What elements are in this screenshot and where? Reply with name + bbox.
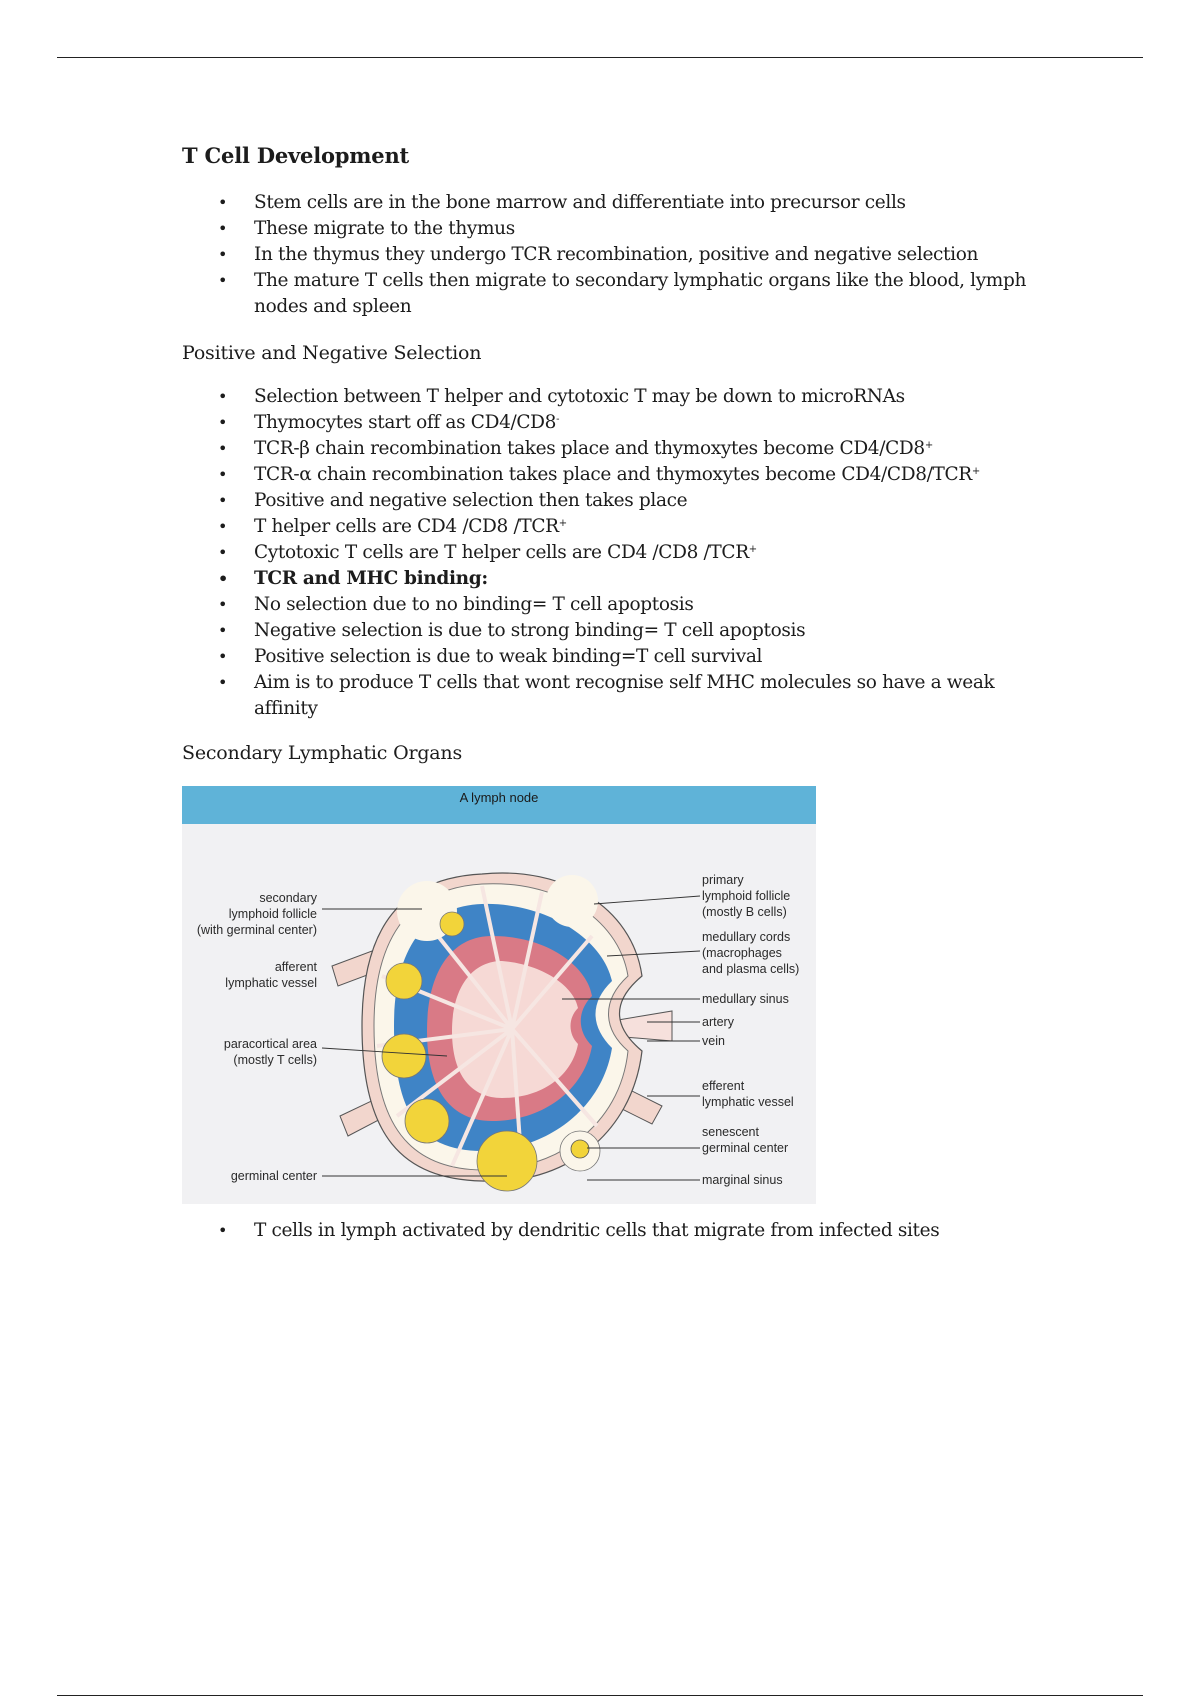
svg-text:lymphoid follicle: lymphoid follicle [702,889,791,903]
svg-text:(mostly B cells): (mostly B cells) [702,905,787,919]
t-cell-development-list [182,190,1062,320]
right-labels [702,873,799,1187]
bullet-icon: • [218,193,228,212]
lymph-node-diagram [182,786,816,1204]
bullet-icon: • [218,219,228,238]
bullet-icon: • [218,621,228,640]
bullet-icon: • [218,491,228,510]
list-item: • Negative selection is due to strong binding= T cell apoptosis [182,618,1062,644]
svg-text:marginal sinus: marginal sinus [702,1173,783,1187]
svg-text:germinal center: germinal center [702,1141,789,1155]
bullet-icon: • [218,647,228,666]
svg-text:vein: vein [702,1034,725,1048]
bullet-icon: • [218,387,228,406]
svg-text:lymphatic vessel: lymphatic vessel [225,976,317,990]
section-title-secondary-lymphatic-organs: Secondary Lymphatic Organs [182,742,463,764]
germinal-center-4 [477,1131,537,1191]
list-item: • TCR and MHC binding: [182,566,1062,592]
document-body [182,143,1062,1244]
germinal-center-2 [382,1034,426,1078]
svg-text:germinal center: germinal center [230,1169,317,1183]
svg-text:medullary sinus: medullary sinus [702,992,789,1006]
svg-text:primary: primary [702,873,744,887]
list-item: • In the thymus they undergo TCR recombination, positive and negative selection [182,242,1062,268]
svg-text:(with germinal center): (with germinal center) [196,923,317,937]
bullet-icon: • [218,271,228,290]
list-item: • Cytotoxic T cells are T helper cells are CD4 /CD8 /TCR+ [182,540,1062,566]
bullet-icon: • [218,517,228,536]
secondary-organs-list [182,1218,1062,1244]
svg-text:paracortical area: paracortical area [223,1037,317,1051]
primary-follicle [546,875,598,927]
svg-text:medullary cords: medullary cords [702,930,791,944]
top-rule [57,57,1143,58]
germinal-center-1 [386,963,422,999]
germinal-center-3 [405,1099,449,1143]
svg-text:artery: artery [702,1015,734,1029]
svg-text:lymphatic vessel: lymphatic vessel [702,1095,794,1109]
list-item: • These migrate to the thymus [182,216,1062,242]
bullet-icon: • [218,245,228,264]
left-labels [197,891,318,1183]
svg-text:(macrophages: (macrophages [702,946,782,960]
bullet-icon: • [218,595,228,614]
svg-text:and plasma cells): and plasma cells) [702,962,800,976]
list-item: • TCR-α chain recombination takes place and thymoxytes become CD4/CD8/TCR+ [182,462,1062,488]
svg-text:efferent: efferent [702,1079,745,1093]
figure-title: A lymph node [459,790,539,805]
bullet-icon: • [218,1221,228,1240]
list-item: • Positive and negative selection then takes place [182,488,1062,514]
senescent-germinal-center [571,1140,589,1158]
list-item: • Selection between T helper and cytotoxic T may be down to microRNAs [182,384,1062,410]
section-title-t-cell-development: T Cell Development [182,143,410,168]
list-item: • Thymocytes start off as CD4/CD8- [182,410,1062,436]
bullet-icon: • [218,413,228,432]
svg-text:lymphoid follicle: lymphoid follicle [228,907,317,921]
svg-text:(mostly T cells): (mostly T cells) [233,1053,317,1067]
list-item: • TCR-β chain recombination takes place and thymoxytes become CD4/CD8+ [182,436,1062,462]
svg-text:afferent: afferent [274,960,317,974]
list-item: • The mature T cells then migrate to secondary lymphatic organs like the blood, lymph nodes and spleen [218,270,1027,317]
list-item: • Positive selection is due to weak binding=T cell survival [182,644,1062,670]
list-item: • Stem cells are in the bone marrow and differentiate into precursor cells [182,190,1062,216]
bullet-icon: • [218,673,228,692]
list-item: • T helper cells are CD4 /CD8 /TCR+ [182,514,1062,540]
list-item: • T cells in lymph activated by dendritic cells that migrate from infected sites [182,1218,1062,1244]
selection-list [182,384,1062,722]
svg-text:senescent: senescent [702,1125,759,1139]
section-title-selection: Positive and Negative Selection [182,342,482,364]
bullet-icon: • [218,465,228,484]
list-item: • Aim is to produce T cells that wont recognise self MHC molecules so have a weak affinity [218,672,995,719]
list-item: • No selection due to no binding= T cell apoptosis [182,592,1062,618]
bullet-icon: • [218,569,228,588]
svg-text:secondary: secondary [259,891,317,905]
germinal-center-small [440,912,464,936]
bottom-rule [57,1695,1143,1696]
bullet-icon: • [218,439,228,458]
bullet-icon: • [218,543,228,562]
